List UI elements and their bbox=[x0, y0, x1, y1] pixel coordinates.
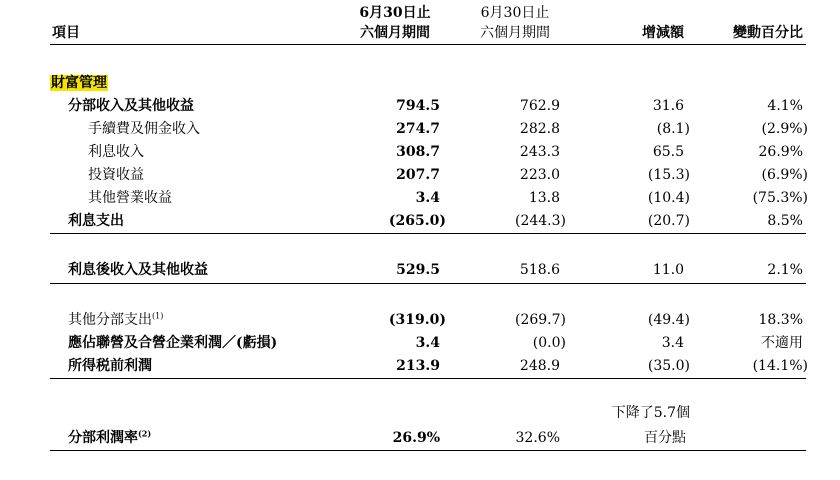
row-label: 利息支出 bbox=[68, 213, 124, 229]
row-percent: (2.9%) bbox=[761, 121, 808, 137]
subtotal-rule bbox=[50, 233, 806, 234]
row-current: 794.5 bbox=[396, 98, 440, 114]
row-percent: (6.9%) bbox=[761, 167, 808, 183]
row-label: 利息後收入及其他收益 bbox=[68, 262, 208, 278]
margin-current: 26.9% bbox=[392, 430, 440, 446]
row-label: 其他分部支出$^{(1)}$ bbox=[68, 311, 164, 328]
row-label: 應佔聯營及合營企業利潤／(虧損) bbox=[68, 335, 278, 351]
col2-header-line1: 6月30日止 bbox=[480, 5, 550, 21]
row-percent: 8.5% bbox=[767, 213, 803, 229]
margin-change-line1: 下降了5.7個 bbox=[611, 405, 690, 421]
row-current: 3.4 bbox=[415, 190, 440, 206]
row-current: 207.7 bbox=[396, 167, 440, 183]
row-prior: (0.0) bbox=[532, 335, 566, 351]
margin-rule bbox=[50, 450, 806, 451]
row-percent: 26.9% bbox=[758, 144, 803, 160]
row-prior: 518.6 bbox=[519, 262, 560, 278]
margin-change-line2: 百分點 bbox=[644, 430, 686, 446]
margin-label: 分部利潤率$^{(2)}$ bbox=[68, 428, 152, 446]
change-amount-header: 增減額 bbox=[642, 25, 684, 41]
row-label: 利息收入 bbox=[88, 144, 144, 160]
row-percent: 2.1% bbox=[767, 262, 803, 278]
row-change: (35.0) bbox=[647, 358, 690, 374]
row-prior: 13.8 bbox=[528, 190, 560, 206]
row-change: (49.4) bbox=[647, 312, 690, 328]
row-current: 529.5 bbox=[396, 262, 440, 278]
row-prior: 282.8 bbox=[519, 121, 560, 137]
section-title: 財富管理 bbox=[51, 75, 107, 91]
row-change: (10.4) bbox=[647, 190, 690, 206]
row-current: 213.9 bbox=[396, 358, 440, 374]
pretax-rule bbox=[50, 378, 806, 379]
row-prior: 762.9 bbox=[519, 98, 560, 114]
col1-header-line1: 6月30日止 bbox=[359, 5, 431, 21]
row-change: 31.6 bbox=[652, 98, 684, 114]
row-label: 所得税前利潤 bbox=[68, 358, 152, 374]
row-change: (8.1) bbox=[656, 121, 690, 137]
row-change: (15.3) bbox=[647, 167, 690, 183]
row-prior: 248.9 bbox=[519, 358, 560, 374]
footnote-marker: (2) bbox=[138, 428, 152, 439]
row-percent: (14.1%) bbox=[752, 358, 808, 374]
col2-header-line2: 六個月期間 bbox=[480, 25, 550, 41]
row-label: 分部收入及其他收益 bbox=[68, 98, 194, 114]
row-label: 其他營業收益 bbox=[88, 190, 172, 206]
row-prior: (269.7) bbox=[514, 312, 566, 328]
margin-prior: 32.6% bbox=[515, 430, 560, 446]
row-percent: 4.1% bbox=[767, 98, 803, 114]
row-current: 308.7 bbox=[396, 144, 440, 160]
row-percent: (75.3%) bbox=[752, 190, 808, 206]
net-income-rule bbox=[50, 283, 806, 284]
row-current: (319.0) bbox=[388, 312, 446, 328]
row-prior: 243.3 bbox=[519, 144, 560, 160]
row-label: 手續費及佣金收入 bbox=[88, 121, 200, 137]
change-percent-header: 變動百分比 bbox=[733, 25, 803, 41]
header-rule bbox=[50, 44, 806, 45]
row-change: (20.7) bbox=[647, 213, 690, 229]
row-percent: 18.3% bbox=[758, 312, 803, 328]
row-percent: 不適用 bbox=[761, 335, 803, 351]
footnote-marker: (1) bbox=[152, 311, 164, 321]
row-current: 3.4 bbox=[415, 335, 440, 351]
row-prior: (244.3) bbox=[514, 213, 566, 229]
row-change: 65.5 bbox=[652, 144, 684, 160]
row-prior: 223.0 bbox=[519, 167, 560, 183]
row-current: (265.0) bbox=[388, 213, 446, 229]
col1-header-line2: 六個月期間 bbox=[360, 25, 430, 41]
row-change: 3.4 bbox=[661, 335, 684, 351]
row-current: 274.7 bbox=[396, 121, 440, 137]
row-change: 11.0 bbox=[652, 262, 684, 278]
row-label: 投資收益 bbox=[88, 167, 144, 183]
item-header: 項目 bbox=[52, 25, 80, 41]
